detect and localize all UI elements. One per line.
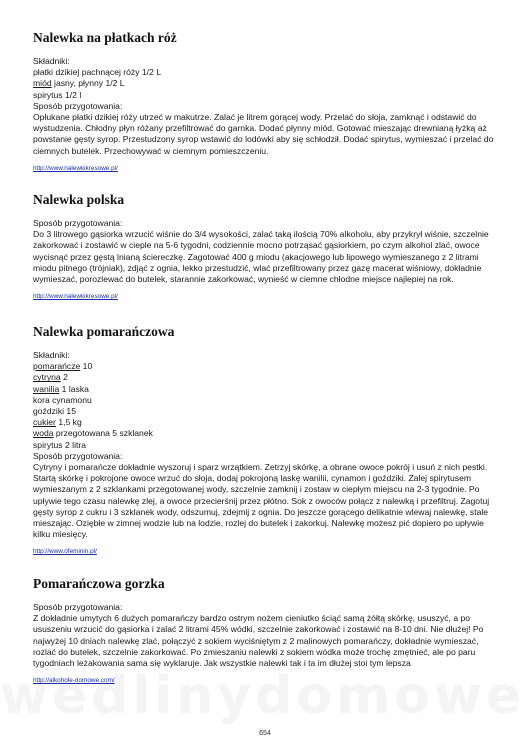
ingredient-line — [33, 90, 503, 101]
ingredient-text: 1 laska — [59, 383, 89, 394]
ingredient-link[interactable]: miód — [33, 78, 52, 89]
ingredient-text: jasny, płynny 1/2 L — [51, 78, 125, 89]
method-text: Z dokładnie umytych 6 dużych pomarańczy bardzo ostrym nożem cieniutko ściąć samą żółtą skórkę, ususzyć, a po ususzeniu wrzucić do gąsiorka i zalać 2 litrami 45% wódki, szczelnie zakorkować i zostawić na 8-10 dni. Nie dłużej! Po najwyżej 10 dniach nalewkę zlać, połączyć z sokiem wyciśniętym z 2 malinowych pomarańczy, dokładnie wymieszać, rozlać do butelek, szczelnie zakorkować. Po zmieszaniu nalewki z sokiem wódka może trochę zmętnieć, ale po paru tygodniach leżakowania sama się wyklaruje. Jak wszystkie nalewki tak i ta im dłużej stoi tym lepsza — [33, 613, 484, 669]
method-label: Sposób przygotowania: — [33, 450, 123, 461]
ingredients-label: Składniki: — [33, 350, 70, 360]
ingredient-text: płatki dzikiej pachnącej róży 1/2 L — [33, 67, 162, 78]
method-text: Opłukane płatki dzikiej róży utrzeć w makutrze. Zalać je litrem gorącej wody. Przelać do słoja, zamknąć i odstawić do wystudzenia. Chłodny płyn różany przefiltrować do garnka. Dodać płynny miód. Gotować mieszając drewnianą łyżką aż powstanie gęsty syrop. Przestudzony syrop wstawić do lodówki aby się schłodził. Dodać spirytus, wymieszać i przelać do ciemnych butelek. Przechowywać w ciemnym pomieszczeniu. — [33, 112, 494, 156]
recipe-title: Nalewka pomarańczowa — [33, 324, 175, 339]
recipe-title: Nalewka na płatkach róż — [33, 30, 177, 45]
ingredients-label: Składniki: — [33, 56, 70, 66]
ingredient-text: 10 — [80, 361, 93, 372]
ingredient-line — [33, 440, 503, 451]
method-label: Sposób przygotowania: — [33, 218, 123, 228]
ingredient-line — [33, 361, 503, 372]
ingredient-line — [33, 384, 503, 395]
ingredient-line — [33, 428, 503, 439]
ingredient-link[interactable]: pomarańcze — [33, 361, 81, 372]
recipe-section — [33, 576, 503, 687]
ingredient-text: spirytus 1/2 l — [33, 89, 82, 100]
recipe-title: Nalewka polska — [33, 192, 125, 207]
ingredient-text: 2 — [60, 372, 68, 383]
recipe-section — [33, 30, 503, 175]
recipe-section — [33, 192, 503, 303]
ingredient-text: goździki 15 — [33, 406, 76, 417]
ingredient-line — [33, 395, 503, 406]
source-link[interactable]: http://www.nalewkikresowe.pl/ — [33, 164, 118, 172]
ingredient-link[interactable]: wanilia — [33, 383, 60, 394]
method-label: Sposób przygotowania: — [33, 602, 123, 612]
recipe-section — [33, 324, 503, 558]
method-text: Do 3 litrowego gąsiorka wrzucić wiśnie do 3/4 wysokości, zalać taką ilością 70% alkoholu, aby przykrył wiśnie, szczelnie zakorkować i zostawić w cieple na 5-6 tygodni, codziennie mocno potrząsać gąsiorkiem, po czym alkohol zlać, owoce wycisnąć przez gęstą lnianą ściereczkę. Zagotować 400 g miodu (akacjowego lub lipowego wymieszanego z 2 litrami miodu pitnego (trójniak), zdjąć z ognia, lekko przestudzić, wlać przefiltrowany przez gazę macerat wiśniowy, dokładnie wymieszać, porozlewać do butelek, starannie zakorkować, wynieść w ciemne chłodne miejsce najlepiej na rok. — [33, 229, 489, 285]
ingredient-text: spirytus 2 litra — [33, 439, 87, 450]
method-label: Sposób przygotowania: — [33, 100, 123, 111]
ingredient-text: przegotowana 5 szklanek — [53, 428, 153, 439]
ingredient-line — [33, 67, 503, 78]
page-number: 654 — [259, 730, 271, 737]
ingredient-link[interactable]: woda — [33, 428, 54, 439]
source-link[interactable]: http://www.nalewkikresowe.pl/ — [33, 293, 118, 301]
ingredient-link[interactable]: cytryna — [33, 372, 61, 383]
method-text: Cytryny i pomarańcze dokładnie wyszoruj i sparz wrzątkiem. Zetrzyj skórkę, a obrane owoce pokrój i usuń z nich pestki. Startą skórkę i pokrojone owoce wrzuć do słoja, dodaj pokrojoną laskę wanilii, cynamon i goździki. Zalej spirytusem wymieszanym z 2 szklankami przegotowanej wody, szczelnie zamknij i zostaw w ciepłym miejscu na 2-3 tygodnie. Po upływie tego czasu nalewkę zlej, a owoce przecierśnij przez płótno. Sok z owoców połącz z nalewką i przefiltruj. Zagotuj gęsty syrop z cukru i 3 szklanek wody, odszumuj, zdejmij z ognia. Do jeszcze gorącego delikatnie wlewaj nalewkę, stale mieszając. Oziębłe w zimnej wodzie lub na lodzie, rozlej do butelek i zakorkuj. Nalewkę możesz pić dopiero po upływie kilku miesięcy. — [33, 462, 490, 540]
ingredient-line — [33, 417, 503, 428]
ingredient-link[interactable]: cukier — [33, 417, 56, 428]
source-link[interactable]: http://www.ofeminin.pl/ — [33, 548, 97, 556]
source-link[interactable]: http://alkohole-domowe.com/ — [33, 677, 115, 685]
recipe-title: Pomarańczowa gorzka — [33, 576, 165, 591]
ingredient-line — [33, 372, 503, 383]
ingredient-text: kora cynamonu — [33, 394, 92, 405]
ingredient-line — [33, 406, 503, 417]
ingredient-line — [33, 78, 503, 89]
ingredient-text: 1,5 kg — [55, 417, 82, 428]
